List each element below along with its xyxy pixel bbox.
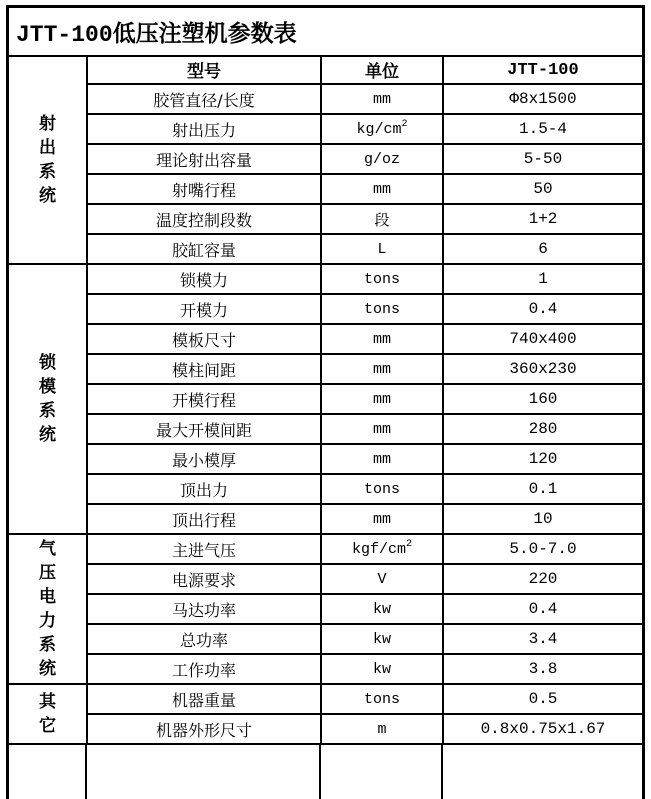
value-cell: 0.5: [443, 684, 642, 714]
unit-cell: tons: [321, 294, 443, 324]
cutoff-line-unit-col: [321, 745, 443, 799]
unit-cell: kw: [321, 654, 443, 684]
param-cell: 温度控制段数: [87, 204, 321, 234]
table-row: [9, 384, 642, 414]
unit-cell: V: [321, 564, 443, 594]
unit-cell: L: [321, 234, 443, 264]
param-cell: 最大开模间距: [87, 414, 321, 444]
table-row: [9, 174, 642, 204]
value-cell: 5-50: [443, 144, 642, 174]
param-cell: 模板尺寸: [87, 324, 321, 354]
param-cell: 锁模力: [87, 264, 321, 294]
cutoff-line-param-col: [87, 745, 321, 799]
table-row: [9, 444, 642, 474]
cutoff-line-group-col: [9, 745, 87, 799]
table-row: [9, 624, 642, 654]
unit-cell: mm: [321, 84, 443, 114]
value-cell: 1.5-4: [443, 114, 642, 144]
table-row: [9, 534, 642, 564]
header-model-label: 型号: [87, 57, 321, 84]
table-row: [9, 414, 642, 444]
unit-cell: g/oz: [321, 144, 443, 174]
value-cell: 5.0-7.0: [443, 534, 642, 564]
header-unit-label: 单位: [321, 57, 443, 84]
unit-cell: mm: [321, 504, 443, 534]
param-cell: 理论射出容量: [87, 144, 321, 174]
value-cell: 360x230: [443, 354, 642, 384]
value-cell: 3.4: [443, 624, 642, 654]
unit-cell: m: [321, 714, 443, 744]
table-row: [9, 324, 642, 354]
param-cell: 总功率: [87, 624, 321, 654]
value-cell: 6: [443, 234, 642, 264]
param-cell: 工作功率: [87, 654, 321, 684]
param-cell: 机器外形尺寸: [87, 714, 321, 744]
param-cell: 胶管直径/长度: [87, 84, 321, 114]
value-cell: 220: [443, 564, 642, 594]
unit-cell: mm: [321, 444, 443, 474]
param-cell: 机器重量: [87, 684, 321, 714]
table-row: [9, 84, 642, 114]
table-row: [9, 114, 642, 144]
param-cell: 开模力: [87, 294, 321, 324]
value-cell: 740x400: [443, 324, 642, 354]
value-cell: 0.4: [443, 294, 642, 324]
unit-cell: $kg/cm^2$: [321, 114, 443, 144]
param-cell: 模柱间距: [87, 354, 321, 384]
table-row: [9, 264, 642, 294]
unit-cell: tons: [321, 264, 443, 294]
table-frame: [6, 5, 645, 799]
value-cell: 1: [443, 264, 642, 294]
param-cell: 射出压力: [87, 114, 321, 144]
value-cell: 0.8x0.75x1.67: [443, 714, 642, 744]
unit-cell: mm: [321, 414, 443, 444]
section-group-cell: [9, 264, 87, 534]
section-group-cell: [9, 684, 87, 744]
table-row: [9, 204, 642, 234]
spec-table-body: [9, 57, 642, 744]
unit-cell: tons: [321, 474, 443, 504]
section-group-label: 其它: [38, 692, 56, 736]
section-group-label: 气压电力系统: [38, 539, 56, 679]
table-row: [9, 654, 642, 684]
value-cell: 3.8: [443, 654, 642, 684]
value-cell: 120: [443, 444, 642, 474]
table-row: [9, 234, 642, 264]
value-cell: 10: [443, 504, 642, 534]
param-cell: 开模行程: [87, 384, 321, 414]
param-cell: 顶出行程: [87, 504, 321, 534]
table-header-row: [9, 57, 642, 84]
table-row: [9, 504, 642, 534]
cutoff-line-value-col: [443, 745, 642, 799]
section-group-cell: [9, 57, 87, 264]
section-group-label: 锁模系统: [38, 353, 56, 445]
table-cutoff-stub: [9, 745, 642, 799]
section-group-label: 射出系统: [38, 114, 56, 206]
table-row: [9, 714, 642, 744]
spec-table: [9, 57, 642, 745]
section-group-cell: [9, 534, 87, 684]
value-cell: Φ8x1500: [443, 84, 642, 114]
value-cell: 1+2: [443, 204, 642, 234]
value-cell: 0.4: [443, 594, 642, 624]
param-cell: 电源要求: [87, 564, 321, 594]
value-cell: 160: [443, 384, 642, 414]
table-row: [9, 684, 642, 714]
unit-cell: mm: [321, 354, 443, 384]
unit-cell: kw: [321, 624, 443, 654]
header-model-value: JTT-100: [443, 57, 642, 84]
unit-cell: kgf/$cm^2$: [321, 534, 443, 564]
table-row: [9, 564, 642, 594]
page-title: JTT-100低压注塑机参数表: [9, 8, 642, 57]
table-row: [9, 354, 642, 384]
param-cell: 胶缸容量: [87, 234, 321, 264]
param-cell: 马达功率: [87, 594, 321, 624]
unit-cell: mm: [321, 384, 443, 414]
value-cell: 280: [443, 414, 642, 444]
unit-cell: 段: [321, 204, 443, 234]
value-cell: 50: [443, 174, 642, 204]
unit-cell: mm: [321, 324, 443, 354]
table-row: [9, 294, 642, 324]
param-cell: 射嘴行程: [87, 174, 321, 204]
unit-superscript: 2: [406, 538, 413, 550]
unit-cell: tons: [321, 684, 443, 714]
param-cell: 最小模厚: [87, 444, 321, 474]
unit-cell: mm: [321, 174, 443, 204]
param-cell: 顶出力: [87, 474, 321, 504]
unit-superscript: 2: [401, 118, 408, 130]
value-cell: 0.1: [443, 474, 642, 504]
table-row: [9, 594, 642, 624]
table-row: [9, 474, 642, 504]
unit-cell: kw: [321, 594, 443, 624]
param-cell: 主进气压: [87, 534, 321, 564]
table-row: [9, 144, 642, 174]
